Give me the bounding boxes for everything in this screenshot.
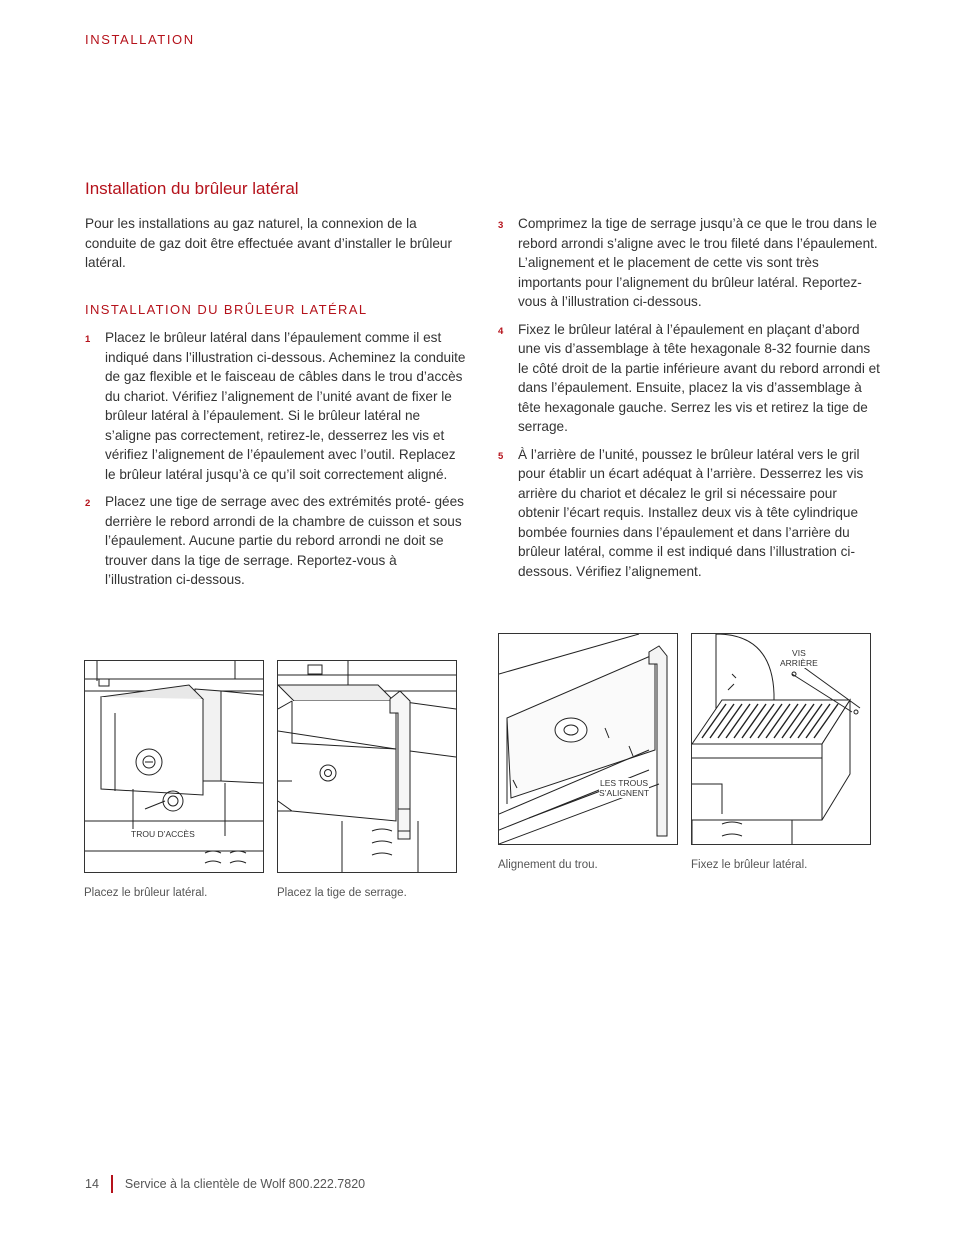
place-burner-illustration bbox=[85, 661, 263, 872]
step-text: Fixez le brûleur latéral à l’épaulement en plaçant d’abord une vis d’assemblage à tête hexagonale 8-32 fournie dans le côté droit de la partie inférieure avant du rebord arrondi et dans l’épaulement. Ensuite, placez la vis d’assemblage à tête hexagonale gauche. Serrez les vis et retirez la tige de serrage. bbox=[518, 321, 880, 434]
figure-fix-burner bbox=[691, 633, 871, 845]
step-text: Comprimez la tige de serrage jusqu’à ce que le trou dans le rebord arrondi s’aligne avec le trou fileté dans l’épaulement. L’alignement et le placement de cette vis sont très importants pour l’alignement du brûleur latéral. Reportez-vous à l’illustration ci-dessous. bbox=[518, 216, 878, 309]
figure-place-burner bbox=[84, 660, 264, 873]
step-text: Placez le brûleur latéral dans l’épaulement comme il est indiqué dans l’illustration ci-dessous. Acheminez la conduite de gaz flexible et le faisceau de câbles dans le trou d’accès du chariot. Vérifiez l’alignement de l’unité avant de fixer le brûleur latéral à l’épaulement. Si le brûleur latéral ne s’aligne pas correctement, retirez-le, desserrez les vis et vérifiez l’alignement de l’épaulement avec l’outil. Replacez le brûleur latéral jusqu’à ce qu’il soit correctement aligné. bbox=[105, 330, 466, 482]
callout-line: ARRIÈRE bbox=[780, 658, 818, 668]
step-item bbox=[498, 320, 880, 437]
callout-access-hole: TROU D’ACCÈS bbox=[131, 829, 195, 839]
caption-place-burner: Placez le brûleur latéral. bbox=[84, 887, 208, 899]
step-number: 5 bbox=[498, 450, 504, 462]
page-footer bbox=[85, 1175, 365, 1193]
step-item bbox=[85, 492, 467, 590]
figure-place-clamp bbox=[277, 660, 457, 873]
footer-divider bbox=[111, 1175, 113, 1193]
page-number: 14 bbox=[85, 1177, 99, 1191]
callout-holes-align bbox=[599, 778, 649, 798]
figure-align-hole bbox=[498, 633, 678, 845]
subheading: INSTALLATION DU BRÛLEUR LATÉRAL bbox=[85, 302, 368, 317]
steps-right-column bbox=[498, 214, 880, 589]
steps-left-column bbox=[85, 328, 467, 598]
page-title: Installation du brûleur latéral bbox=[85, 179, 299, 198]
callout-line: S’ALIGNENT bbox=[599, 788, 650, 798]
intro-paragraph: Pour les installations au gaz naturel, la connexion de la conduite de gaz doit être effectuée avant d’installer le brûleur latéral. bbox=[85, 216, 453, 270]
step-number: 4 bbox=[498, 325, 504, 337]
step-item bbox=[498, 214, 880, 312]
align-hole-illustration bbox=[499, 634, 677, 844]
caption-fix-burner: Fixez le brûleur latéral. bbox=[691, 859, 808, 871]
step-number: 3 bbox=[498, 220, 504, 231]
caption-place-clamp: Placez la tige de serrage. bbox=[277, 887, 407, 899]
step-text: Placez une tige de serrage avec des extrémités proté- gées derrière le rebord arrondi de la chambre de cuisson et sous l’épaulement. Aucune partie du rebord arrondi ne doit se trouver dans la tige de serrage. Reportez-vous à l’illustration ci-dessous. bbox=[105, 494, 464, 587]
callout-line: VIS bbox=[792, 648, 806, 658]
caption-align-hole: Alignement du trou. bbox=[498, 859, 598, 871]
step-item bbox=[85, 328, 467, 484]
callout-line: LES TROUS bbox=[600, 778, 649, 788]
footer-service-text: Service à la clientèle de Wolf 800.222.7820 bbox=[124, 1177, 366, 1191]
step-text: À l’arrière de l’unité, poussez le brûleur latéral vers le gril pour établir un écart adéquat à l’arrière. Desserrez les vis arrière du chariot et décalez le gril si nécessaire pour obtenir l’écart requis. Installez deux vis à tête cylindrique bombée fournies dans l’épaulement et dans l’arrière du brûleur latéral, comme il est indiqué dans l’illustration ci-dessous. Vérifiez l’alignement. bbox=[518, 446, 864, 579]
step-item bbox=[498, 445, 880, 582]
section-tag: INSTALLATION bbox=[85, 32, 195, 47]
callout-rear-screws bbox=[780, 648, 818, 668]
step-number: 2 bbox=[85, 498, 91, 509]
step-number: 1 bbox=[85, 334, 91, 345]
place-clamp-illustration bbox=[278, 661, 456, 872]
